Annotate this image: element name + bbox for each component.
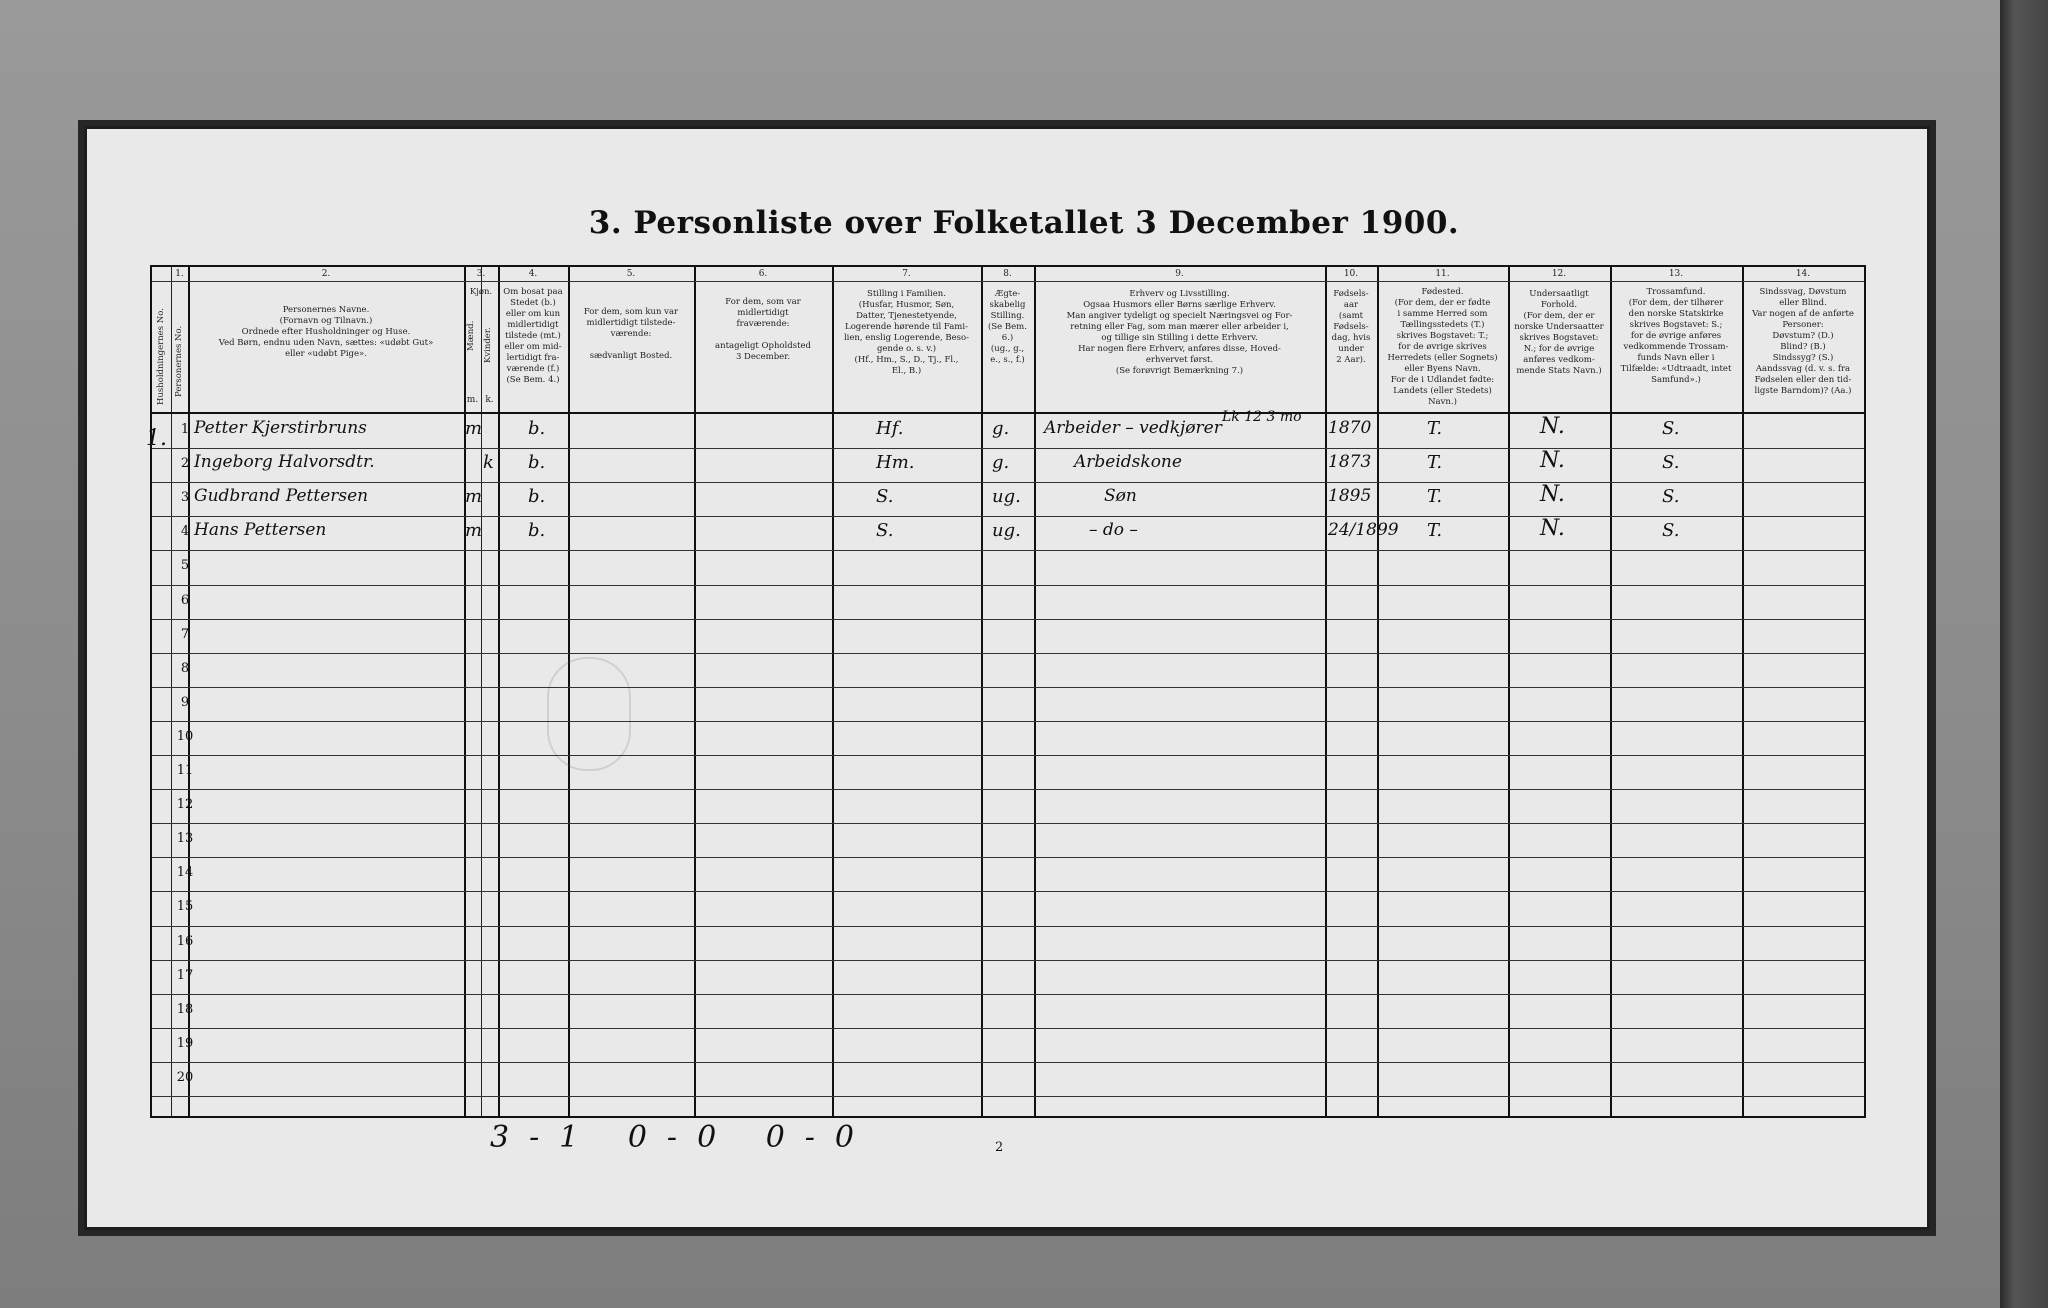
entry-name: Petter Kjerstirbruns: [194, 418, 367, 438]
row-rule: [152, 823, 1864, 824]
row-rule: [152, 960, 1864, 961]
row-rule: [152, 789, 1864, 790]
row-number: 1: [180, 422, 190, 437]
row-number: 8: [180, 660, 190, 676]
entry-occ: Søn: [1104, 486, 1137, 507]
entry-citizen: N.: [1540, 516, 1565, 542]
row-rule: [152, 1096, 1864, 1097]
col-number: 5.: [626, 269, 636, 279]
row-number: 17: [176, 967, 194, 983]
row-number: 14: [176, 865, 194, 881]
col-divider: [188, 267, 190, 1116]
col-divider: [171, 267, 172, 1116]
label-female: Kvinder.: [483, 327, 493, 363]
occupation-note: Lk 12 3 mo: [1222, 409, 1302, 425]
row-number: 3: [180, 490, 190, 506]
entry-occ: – do –: [1089, 520, 1138, 541]
row-number: 16: [176, 933, 194, 949]
col-number: 6.: [758, 269, 768, 279]
entry-fam: S.: [876, 520, 894, 542]
col-header-residence: Om bosat paa Stedet (b.) eller om kun midlertidigt tilstede (mt.) eller om mid- lertidigt fra- værende (f.) (Se Bem. 4.): [503, 287, 563, 385]
row-number: 4: [180, 524, 190, 540]
entry-sex-m: m: [465, 486, 483, 508]
col-number: 1.: [175, 269, 184, 279]
col-number: 12.: [1551, 269, 1567, 279]
col-header-sex: Kjøn.: [469, 287, 493, 297]
row-rule: [152, 1062, 1864, 1063]
entry-fam: S.: [876, 486, 894, 508]
entry-faith: S.: [1662, 418, 1680, 439]
row-rule: [152, 721, 1864, 722]
row-number: 5: [180, 558, 190, 574]
col-header-birth-year: Fødsels- aar (samt Fødsels- dag, hvis under 2 Aar).: [1331, 289, 1371, 365]
entry-name: Ingeborg Halvorsdtr.: [194, 452, 375, 473]
entry-sex-m: m: [465, 520, 483, 542]
entry-res: b.: [528, 486, 546, 508]
row-number: 18: [176, 1001, 194, 1017]
col-number: 14.: [1795, 269, 1811, 279]
col-number: 10.: [1343, 269, 1359, 279]
row-rule: [152, 687, 1864, 688]
row-number: 15: [176, 899, 194, 915]
entry-born: 1870: [1328, 418, 1372, 438]
entry-occ: Arbeider – vedkjører: [1044, 418, 1222, 438]
col-number: 11.: [1435, 269, 1450, 279]
entry-name: Gudbrand Pettersen: [194, 486, 369, 507]
col-divider: [498, 267, 500, 1116]
label-person-no: Personernes No.: [174, 325, 184, 397]
page-title: 3. Personliste over Folketallet 3 December 1900.: [588, 205, 1460, 241]
row-rule: [152, 619, 1864, 620]
col-divider: [832, 267, 834, 1116]
entry-place: T.: [1427, 418, 1443, 439]
row-number: 11: [176, 763, 194, 778]
col-header-occupation: Erhverv og Livsstilling. Ogsaa Husmors eller Børns særlige Erhverv. Man angiver tydeligt og specielt Næringsvei og For- retning eller Fag, som man mærer eller arbeider i, og tillige sin Stilling i dette Erhverv. Har nogen flere Erhverv, anføres disse, Hoved- erhvervet først. (Se forøvrigt Bemærkning 7.): [1066, 289, 1293, 376]
entry-res: b.: [528, 452, 546, 474]
entry-faith: S.: [1662, 520, 1680, 542]
entry-occ: Arbeidskone: [1074, 452, 1182, 473]
label-household-no: Husholdningernes No.: [156, 308, 166, 405]
col-divider: [1508, 267, 1510, 1116]
header-rule: [152, 281, 1864, 282]
household-number: 1.: [146, 426, 167, 451]
entry-res: b.: [528, 418, 546, 439]
row-rule: [152, 482, 1864, 483]
entry-faith: S.: [1662, 486, 1680, 508]
row-rule: [152, 926, 1864, 927]
col-divider: [1610, 267, 1612, 1116]
entry-place: T.: [1427, 486, 1443, 508]
col-header-temporary-location: For dem, som var midlertidigt fraværende: antageligt Opholdsted 3 December.: [715, 297, 811, 362]
row-rule: [152, 550, 1864, 551]
row-rule: [152, 448, 1864, 449]
row-rule: [152, 891, 1864, 892]
col-header-usual-residence: For dem, som kun var midlertidigt tilstede- værende: sædvanligt Bosted.: [583, 307, 679, 361]
entry-mar: g.: [992, 452, 1010, 474]
page-number: 2: [995, 1140, 1004, 1155]
col-header-birthplace: Fødested. (For dem, der er fødte i samme Herred som Tællingsstedets (T.) skrives Bogstavet: T.; for de øvrige skrives Herredets (eller Sognets) eller Byens Navn. For de i Udlandet fødte: Landets (eller Stedets) Navn.): [1387, 287, 1498, 407]
entry-mar: ug.: [992, 520, 1021, 542]
entry-mar: g.: [992, 418, 1010, 439]
header-bottom-rule: [152, 412, 1864, 414]
row-rule: [152, 994, 1864, 995]
entry-res: b.: [528, 520, 546, 542]
entry-place: T.: [1427, 452, 1443, 474]
label-male: Mænd.: [466, 320, 476, 351]
footer-tally: 3-1 0-0 0-0: [490, 1120, 875, 1155]
entry-place: T.: [1427, 520, 1443, 542]
entry-citizen: N.: [1540, 482, 1565, 508]
row-rule: [152, 755, 1864, 756]
col-number: 13.: [1668, 269, 1684, 279]
col-divider: [1034, 267, 1036, 1116]
col-number: 2.: [321, 269, 331, 279]
row-rule: [152, 516, 1864, 517]
row-rule: [152, 653, 1864, 654]
row-number: 7: [180, 626, 190, 642]
entry-born: 1895: [1328, 486, 1372, 507]
col-number: 8.: [1003, 269, 1012, 279]
entry-fam: Hm.: [876, 452, 915, 474]
scan-edge: [2000, 0, 2048, 1308]
row-rule: [152, 585, 1864, 586]
row-number: 13: [176, 831, 194, 847]
entry-citizen: N.: [1540, 448, 1565, 474]
row-number: 12: [176, 797, 194, 813]
col-header-family-position: Stilling i Familien. (Husfar, Husmor, Søn, Datter, Tjenestetyende, Logerende hørende til Fami- lien, enslig Logerende, Beso- gende o. s. v.) (Hf., Hm., S., D., Tj., Fl., El., B.): [843, 289, 970, 376]
entry-born: 24/1899: [1328, 520, 1399, 541]
row-number: 20: [176, 1069, 194, 1085]
entry-name: Hans Pettersen: [194, 520, 327, 541]
col-number: 9.: [1175, 269, 1184, 279]
label-m: m.: [466, 395, 479, 405]
col-header-religion: Trossamfund. (For dem, der tilhører den norske Statskirke skrives Bogstavet: S.; for de øvrige anføres vedkommende Trossam- funds Navn eller i Tilfælde: «Udtraadt, intet Samfund».): [1620, 287, 1732, 385]
row-number: 10: [176, 728, 194, 744]
entry-born: 1873: [1328, 452, 1372, 473]
col-header-marital-status: Ægte- skabelig Stilling. (Se Bem. 6.) (ug., g., e., s., f.): [988, 289, 1027, 365]
row-number: 2: [180, 456, 190, 472]
entry-faith: S.: [1662, 452, 1680, 474]
col-header-disability: Sindssvag, Døvstum eller Blind. Var nogen af de anførte Personer: Døvstum? (D.) Blind? (B.) Sindssyg? (S.) Aandssvag (d. v. s. fra Fødselen eller den tid- ligste Barndom)? (Aa.): [1752, 287, 1854, 396]
col-divider: [1325, 267, 1327, 1116]
col-number: 7.: [902, 269, 911, 279]
faint-seal: [547, 657, 631, 771]
label-k: k.: [485, 395, 494, 405]
entry-sex-m: m: [465, 418, 483, 439]
col-number: 4.: [528, 269, 538, 279]
row-rule: [152, 857, 1864, 858]
col-divider: [981, 267, 983, 1116]
row-number: 6: [180, 592, 190, 608]
entry-fam: Hf.: [876, 418, 904, 439]
row-rule: [152, 1028, 1864, 1029]
col-divider: [694, 267, 696, 1116]
col-header-names: Personernes Navne. (Fornavn og Tilnavn.) Ordnede efter Husholdninger og Huse. Ved Børn, endnu uden Navn, sættes: «udøbt Gut» eller «udøbt Pige».: [218, 305, 434, 359]
entry-mar: ug.: [992, 486, 1021, 508]
col-number: 3.: [476, 269, 486, 279]
row-number: 19: [176, 1035, 194, 1051]
entry-citizen: N.: [1540, 414, 1565, 439]
census-table: [146, 265, 1866, 1118]
row-number: 9: [180, 694, 190, 710]
col-header-citizenship: Undersaatligt Forhold. (For dem, der er norske Undersaatter skrives Bogstavet: N.; for de øvrige anføres vedkom- mende Stats Navn.): [1514, 289, 1604, 376]
entry-sex-k: k: [483, 452, 494, 474]
